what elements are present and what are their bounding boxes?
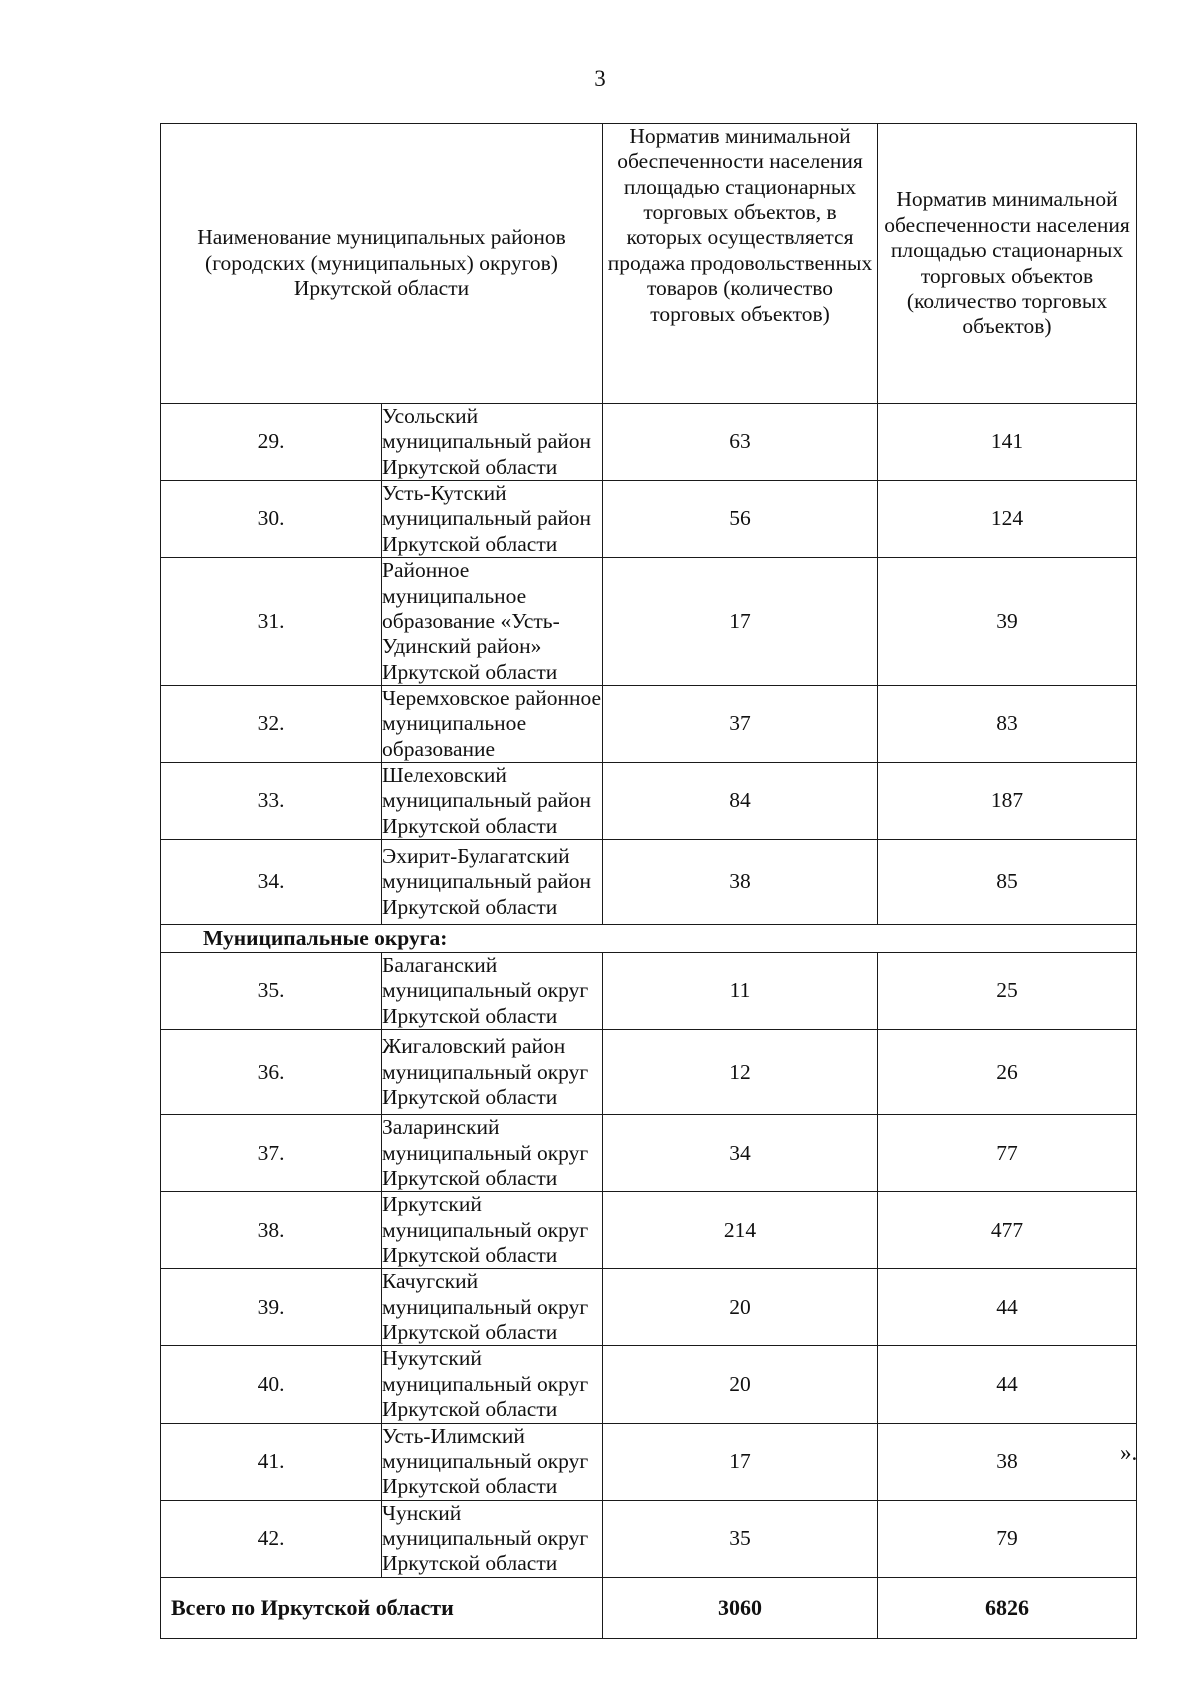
- header-food-stores-norm: Норматив минимальной обеспеченности населения площадью стационарных торговых объектов, в которых осуществляется продажа продовольственных товаров (количество торговых объектов): [603, 124, 878, 404]
- table-header-row: [161, 124, 1137, 404]
- header-municipality-name: Наименование муниципальных районов (городских (муниципальных) округов) Иркутской области: [161, 124, 603, 404]
- table-row: [161, 1269, 1137, 1346]
- table-row: [161, 953, 1137, 1030]
- row-number: 35.: [161, 953, 382, 1030]
- municipality-name: Балаганский муниципальный округ Иркутской области: [382, 953, 603, 1030]
- norms-table: [160, 123, 1137, 1639]
- municipality-name: Иркутский муниципальный округ Иркутской области: [382, 1192, 603, 1269]
- table-row: [161, 1423, 1137, 1500]
- food-stores-value: 17: [603, 558, 878, 686]
- all-stores-value: 39: [878, 558, 1137, 686]
- all-stores-value: 25: [878, 953, 1137, 1030]
- section-row: [161, 925, 1137, 953]
- all-stores-value: 124: [878, 481, 1137, 558]
- all-stores-value: 79: [878, 1500, 1137, 1577]
- all-stores-value: 187: [878, 763, 1137, 840]
- table-row: [161, 1030, 1137, 1115]
- food-stores-value: 37: [603, 685, 878, 762]
- food-stores-value: 56: [603, 481, 878, 558]
- food-stores-value: 20: [603, 1269, 878, 1346]
- all-stores-value: 38: [878, 1423, 1137, 1500]
- row-number: 34.: [161, 840, 382, 925]
- municipality-name: Усть-Илимский муниципальный округ Иркутской области: [382, 1423, 603, 1500]
- row-number: 37.: [161, 1115, 382, 1192]
- total-row: [161, 1577, 1137, 1638]
- total-food-stores-value: 3060: [603, 1577, 878, 1638]
- table-row: [161, 763, 1137, 840]
- all-stores-value: 44: [878, 1346, 1137, 1423]
- food-stores-value: 34: [603, 1115, 878, 1192]
- all-stores-value: 26: [878, 1030, 1137, 1115]
- municipality-name: Усть-Кутский муниципальный район Иркутской области: [382, 481, 603, 558]
- row-number: 31.: [161, 558, 382, 686]
- row-number: 40.: [161, 1346, 382, 1423]
- row-number: 32.: [161, 685, 382, 762]
- food-stores-value: 84: [603, 763, 878, 840]
- municipality-name: Нукутский муниципальный округ Иркутской области: [382, 1346, 603, 1423]
- row-number: 36.: [161, 1030, 382, 1115]
- table-row: [161, 558, 1137, 686]
- food-stores-value: 17: [603, 1423, 878, 1500]
- all-stores-value: 83: [878, 685, 1137, 762]
- food-stores-value: 20: [603, 1346, 878, 1423]
- closing-quote: ».: [1120, 1440, 1138, 1465]
- food-stores-value: 11: [603, 953, 878, 1030]
- municipality-name: Заларинский муниципальный округ Иркутской области: [382, 1115, 603, 1192]
- header-all-stores-norm: Норматив минимальной обеспеченности населения площадью стационарных торговых объектов (количество торговых объектов): [878, 124, 1137, 404]
- total-label: Всего по Иркутской области: [161, 1577, 603, 1638]
- table-row: [161, 840, 1137, 925]
- food-stores-value: 38: [603, 840, 878, 925]
- table-row: [161, 404, 1137, 481]
- table-row: [161, 1346, 1137, 1423]
- all-stores-value: 477: [878, 1192, 1137, 1269]
- all-stores-value: 141: [878, 404, 1137, 481]
- all-stores-value: 77: [878, 1115, 1137, 1192]
- food-stores-value: 12: [603, 1030, 878, 1115]
- page-number: 3: [594, 66, 606, 91]
- row-number: 29.: [161, 404, 382, 481]
- municipality-name: Жигаловский район муниципальный округ Иркутской области: [382, 1030, 603, 1115]
- table-row: [161, 1115, 1137, 1192]
- food-stores-value: 35: [603, 1500, 878, 1577]
- row-number: 42.: [161, 1500, 382, 1577]
- all-stores-value: 85: [878, 840, 1137, 925]
- food-stores-value: 214: [603, 1192, 878, 1269]
- total-all-stores-value: 6826: [878, 1577, 1137, 1638]
- municipality-name: Усольский муниципальный район Иркутской области: [382, 404, 603, 481]
- row-number: 38.: [161, 1192, 382, 1269]
- all-stores-value: 44: [878, 1269, 1137, 1346]
- row-number: 41.: [161, 1423, 382, 1500]
- table-row: [161, 1192, 1137, 1269]
- table-row: [161, 685, 1137, 762]
- municipality-name: Районное муниципальное образование «Усть-Удинский район» Иркутской области: [382, 558, 603, 686]
- row-number: 33.: [161, 763, 382, 840]
- table-row: [161, 481, 1137, 558]
- section-title: Муниципальные округа:: [161, 925, 1137, 953]
- municipality-name: Шелеховский муниципальный район Иркутской области: [382, 763, 603, 840]
- food-stores-value: 63: [603, 404, 878, 481]
- row-number: 39.: [161, 1269, 382, 1346]
- table-row: [161, 1500, 1137, 1577]
- row-number: 30.: [161, 481, 382, 558]
- municipality-name: Черемховское районное муниципальное образование: [382, 685, 602, 761]
- municipality-name: Чунский муниципальный округ Иркутской области: [382, 1500, 603, 1577]
- municipality-name: Качугский муниципальный округ Иркутской области: [382, 1269, 603, 1346]
- municipality-name: Эхирит-Булагатский муниципальный район Иркутской области: [382, 840, 603, 925]
